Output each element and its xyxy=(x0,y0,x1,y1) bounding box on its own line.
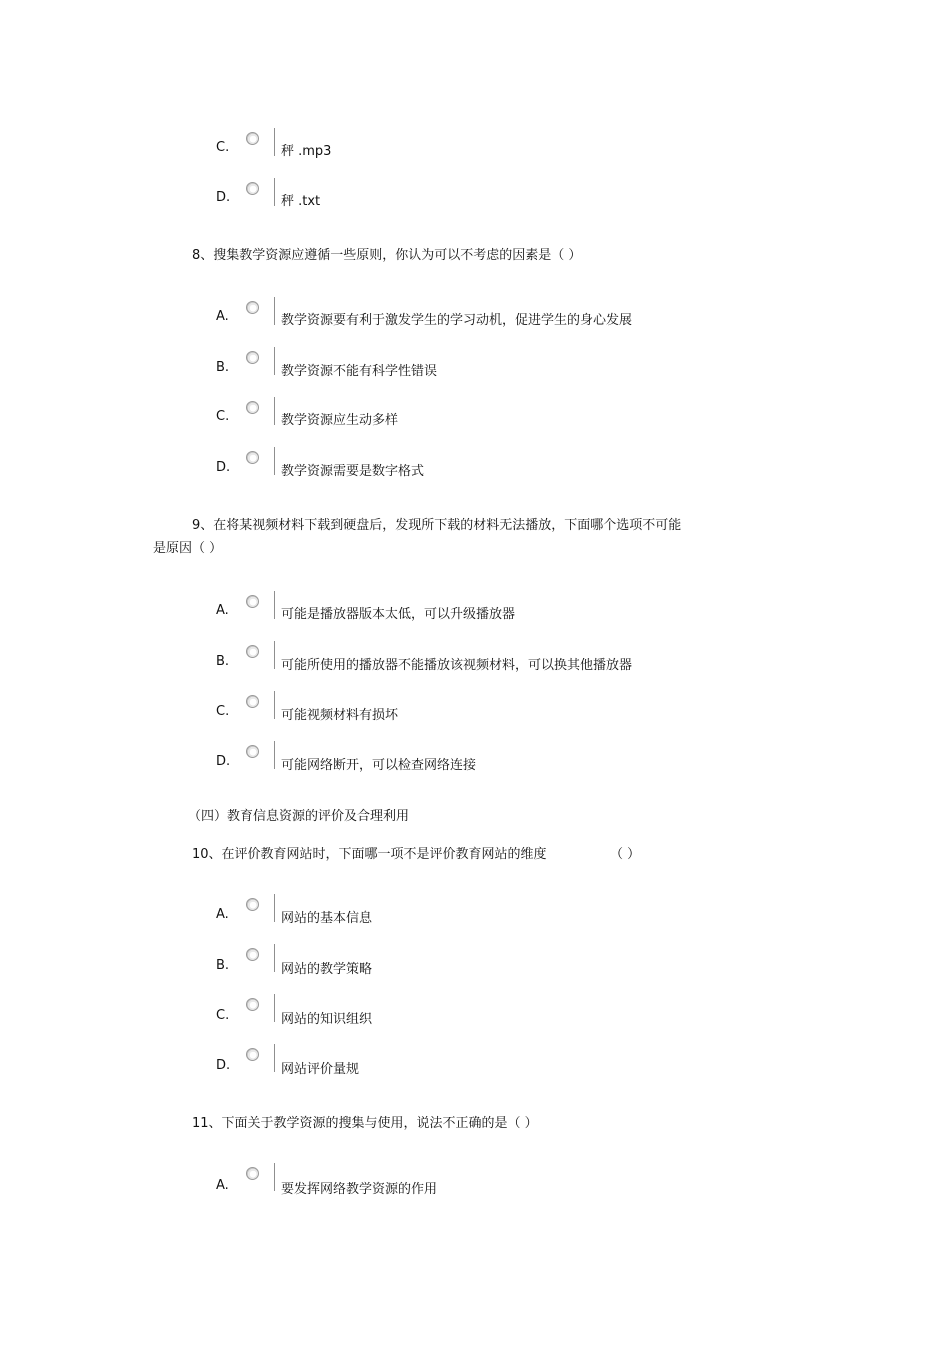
radio-button[interactable] xyxy=(246,401,259,414)
option-letter: A. xyxy=(216,309,229,324)
radio-button[interactable] xyxy=(246,998,259,1011)
option-text: 网站的教学策略 xyxy=(281,962,373,977)
divider xyxy=(274,447,275,475)
section-heading: （四）教育信息资源的评价及合理利用 xyxy=(188,809,410,824)
option-text: 教学资源要有利于激发学生的学习动机，促进学生的身心发展 xyxy=(281,313,633,328)
option-letter: D. xyxy=(216,754,231,769)
option-text: 秤 .txt xyxy=(281,194,321,209)
option-letter: D. xyxy=(216,1058,231,1073)
divider xyxy=(274,178,275,206)
option-text: 网站的知识组织 xyxy=(281,1012,373,1027)
option-letter: B. xyxy=(216,958,230,973)
option-text: 教学资源应生动多样 xyxy=(281,413,399,428)
option-letter: D. xyxy=(216,460,231,475)
option-letter: A. xyxy=(216,1178,229,1193)
radio-button[interactable] xyxy=(246,451,259,464)
option-text: 网站评价量规 xyxy=(281,1062,360,1077)
option-text: 可能所使用的播放器不能播放该视频材料，可以换其他播放器 xyxy=(281,658,633,673)
divider xyxy=(274,397,275,425)
option-letter: A. xyxy=(216,907,229,922)
option-text: 可能是播放器版本太低，可以升级播放器 xyxy=(281,607,516,622)
divider xyxy=(274,1163,275,1191)
radio-button[interactable] xyxy=(246,645,259,658)
radio-button[interactable] xyxy=(246,1167,259,1180)
question-stem: 9、在将某视频材料下载到硬盘后，发现所下载的材料无法播放，下面哪个选项不可能 xyxy=(192,518,682,533)
option-text: 秤 .mp3 xyxy=(281,144,332,159)
divider xyxy=(274,994,275,1022)
option-text: 要发挥网络教学资源的作用 xyxy=(281,1182,438,1197)
option-letter: B. xyxy=(216,360,230,375)
option-letter: C. xyxy=(216,140,230,155)
radio-button[interactable] xyxy=(246,898,259,911)
answer-blank: （ ） xyxy=(610,847,641,862)
divider xyxy=(274,591,275,619)
radio-button[interactable] xyxy=(246,182,259,195)
option-letter: B. xyxy=(216,654,230,669)
question-stem-continued: 是原因（ ） xyxy=(153,541,223,556)
option-text: 可能网络断开，可以检查网络连接 xyxy=(281,758,477,773)
divider xyxy=(274,297,275,325)
divider xyxy=(274,128,275,156)
question-stem: 8、搜集教学资源应遵循一些原则，你认为可以不考虑的因素是（ ） xyxy=(192,248,582,263)
divider xyxy=(274,347,275,375)
divider xyxy=(274,1044,275,1072)
option-text: 可能视频材料有损坏 xyxy=(281,708,399,723)
radio-button[interactable] xyxy=(246,132,259,145)
divider xyxy=(274,894,275,922)
divider xyxy=(274,741,275,769)
option-text: 教学资源不能有科学性错误 xyxy=(281,364,438,379)
question-stem: 10、在评价教育网站时，下面哪一项不是评价教育网站的维度 xyxy=(192,847,547,862)
option-letter: C. xyxy=(216,704,230,719)
radio-button[interactable] xyxy=(246,351,259,364)
radio-button[interactable] xyxy=(246,948,259,961)
radio-button[interactable] xyxy=(246,1048,259,1061)
option-letter: C. xyxy=(216,409,230,424)
radio-button[interactable] xyxy=(246,695,259,708)
radio-button[interactable] xyxy=(246,301,259,314)
option-text: 教学资源需要是数字格式 xyxy=(281,464,425,479)
option-text: 网站的基本信息 xyxy=(281,911,373,926)
option-letter: C. xyxy=(216,1008,230,1023)
question-stem: 11、下面关于教学资源的搜集与使用，说法不正确的是（ ） xyxy=(192,1116,538,1131)
option-letter: A. xyxy=(216,603,229,618)
divider xyxy=(274,641,275,669)
divider xyxy=(274,944,275,972)
radio-button[interactable] xyxy=(246,745,259,758)
radio-button[interactable] xyxy=(246,595,259,608)
option-letter: D. xyxy=(216,190,231,205)
divider xyxy=(274,691,275,719)
